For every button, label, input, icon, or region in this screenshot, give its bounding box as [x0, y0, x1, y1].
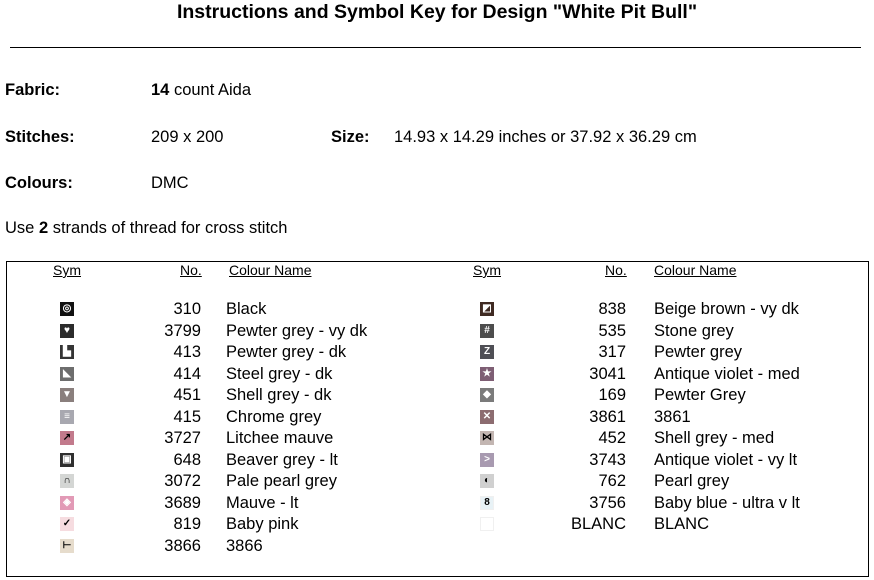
colour-name: Pewter grey - vy dk: [226, 321, 368, 340]
symbol-swatch-icon: ◩: [480, 302, 494, 316]
dmc-number: 414: [173, 364, 201, 383]
dmc-number: 317: [598, 343, 626, 361]
symbol-swatch-icon: ▙: [60, 345, 74, 359]
colour-name: Baby pink: [226, 515, 299, 533]
colour-name: Chrome grey: [226, 407, 322, 426]
symbol-swatch-icon: >: [480, 453, 494, 467]
dmc-number: 3866: [164, 536, 201, 555]
dmc-number: 3799: [164, 321, 201, 340]
colour-name: Litchee mauve: [226, 429, 334, 447]
dmc-number: 310: [173, 300, 201, 318]
dmc-number: 452: [598, 429, 626, 447]
symbol-swatch-icon: Z: [480, 345, 494, 359]
fabric-type: count Aida: [169, 81, 252, 99]
colour-name: Antique violet - vy lt: [654, 450, 798, 469]
colour-name: Shell grey - med: [654, 429, 775, 447]
fabric-value: [151, 81, 251, 100]
colour-name: Pearl grey: [654, 472, 730, 490]
strands-pre: Use: [5, 219, 39, 237]
symbol-swatch-icon: ⊢: [60, 539, 74, 553]
header-no-right: No.: [605, 262, 627, 278]
colour-name: 3866: [226, 536, 263, 555]
dmc-number: 838: [598, 300, 626, 318]
dmc-number: 3727: [164, 429, 201, 447]
symbol-swatch-icon: ⋈: [482, 432, 492, 443]
colour-name: Pewter grey: [654, 343, 743, 361]
colour-name: Pale pearl grey: [226, 472, 337, 490]
symbol-swatch-icon: ◎: [60, 302, 74, 316]
dmc-number: 3743: [589, 450, 626, 469]
page-title: Instructions and Symbol Key for Design "White Pit Bull": [176, 1, 698, 23]
symbol-swatch-icon: ✕: [480, 410, 494, 424]
symbol-swatch-icon: ↗: [60, 431, 74, 445]
dmc-number: 3756: [589, 493, 626, 512]
dmc-number: 3041: [589, 364, 626, 383]
symbol-swatch-icon: 8: [480, 496, 494, 510]
symbol-swatch-icon: ◐: [480, 474, 494, 488]
colours-value: DMC: [151, 174, 189, 192]
colour-name: Beige brown - vy dk: [654, 300, 799, 318]
dmc-number: 762: [598, 472, 626, 490]
symbol-swatch-icon: ◆: [480, 388, 494, 402]
symbol-swatch-icon: ▣: [60, 453, 74, 467]
header-name-right: Colour Name: [654, 262, 737, 278]
size-label: Size:: [331, 128, 370, 146]
stitches-value: 209 x 200: [151, 128, 224, 146]
colour-name: BLANC: [654, 515, 710, 533]
colour-name: Mauve - lt: [226, 493, 299, 512]
dmc-number: 819: [173, 515, 201, 533]
symbol-swatch-icon: ◈: [60, 496, 74, 510]
colour-name: Pewter Grey: [654, 386, 746, 404]
fabric-label: Fabric:: [5, 81, 61, 99]
title-underline: [10, 47, 861, 48]
colour-name: Antique violet - med: [654, 364, 800, 383]
dmc-number: 3861: [589, 407, 626, 426]
dmc-number: 451: [173, 386, 201, 404]
header-sym-left: Sym: [53, 262, 81, 278]
colour-name: Beaver grey - lt: [226, 450, 338, 469]
symbol-swatch-icon: ◣: [60, 367, 74, 381]
dmc-number: 3689: [164, 493, 201, 512]
dmc-number: 3072: [164, 472, 201, 490]
colour-name: 3861: [654, 407, 691, 426]
dmc-number: 413: [173, 343, 201, 361]
dmc-number: BLANC: [570, 515, 626, 533]
stitches-label: Stitches:: [5, 128, 75, 146]
symbol-swatch-icon: ✓: [60, 517, 74, 531]
strands-instruction: [5, 219, 287, 238]
symbol-swatch-icon: ♥: [60, 324, 74, 338]
colour-name: Black: [226, 300, 267, 318]
colour-name: Baby blue - ultra v lt: [654, 493, 800, 512]
header-no-left: No.: [180, 262, 202, 278]
colour-name: Pewter grey - dk: [226, 343, 347, 361]
colours-label: Colours:: [5, 174, 73, 192]
symbol-swatch-icon: ∩: [60, 474, 74, 488]
symbol-swatch-icon: ▼: [60, 388, 74, 402]
fabric-count: 14: [151, 81, 170, 99]
size-value: 14.93 x 14.29 inches or 37.92 x 36.29 cm: [394, 128, 697, 146]
strands-count: 2: [38, 219, 49, 237]
strands-post: strands of thread for cross stitch: [48, 219, 288, 237]
colour-name: Shell grey - dk: [226, 386, 332, 404]
header-sym-right: Sym: [473, 262, 501, 278]
dmc-number: 169: [598, 386, 626, 404]
symbol-swatch-icon: [480, 517, 494, 531]
header-name-left: Colour Name: [229, 262, 312, 278]
symbol-swatch-icon: ≡: [60, 410, 74, 424]
dmc-number: 535: [598, 321, 626, 340]
dmc-number: 415: [173, 407, 201, 426]
symbol-swatch-icon: #: [480, 324, 494, 338]
colour-name: Steel grey - dk: [226, 364, 333, 383]
symbol-swatch-icon: ★: [480, 367, 494, 381]
colour-name: Stone grey: [654, 321, 734, 340]
dmc-number: 648: [173, 450, 201, 469]
